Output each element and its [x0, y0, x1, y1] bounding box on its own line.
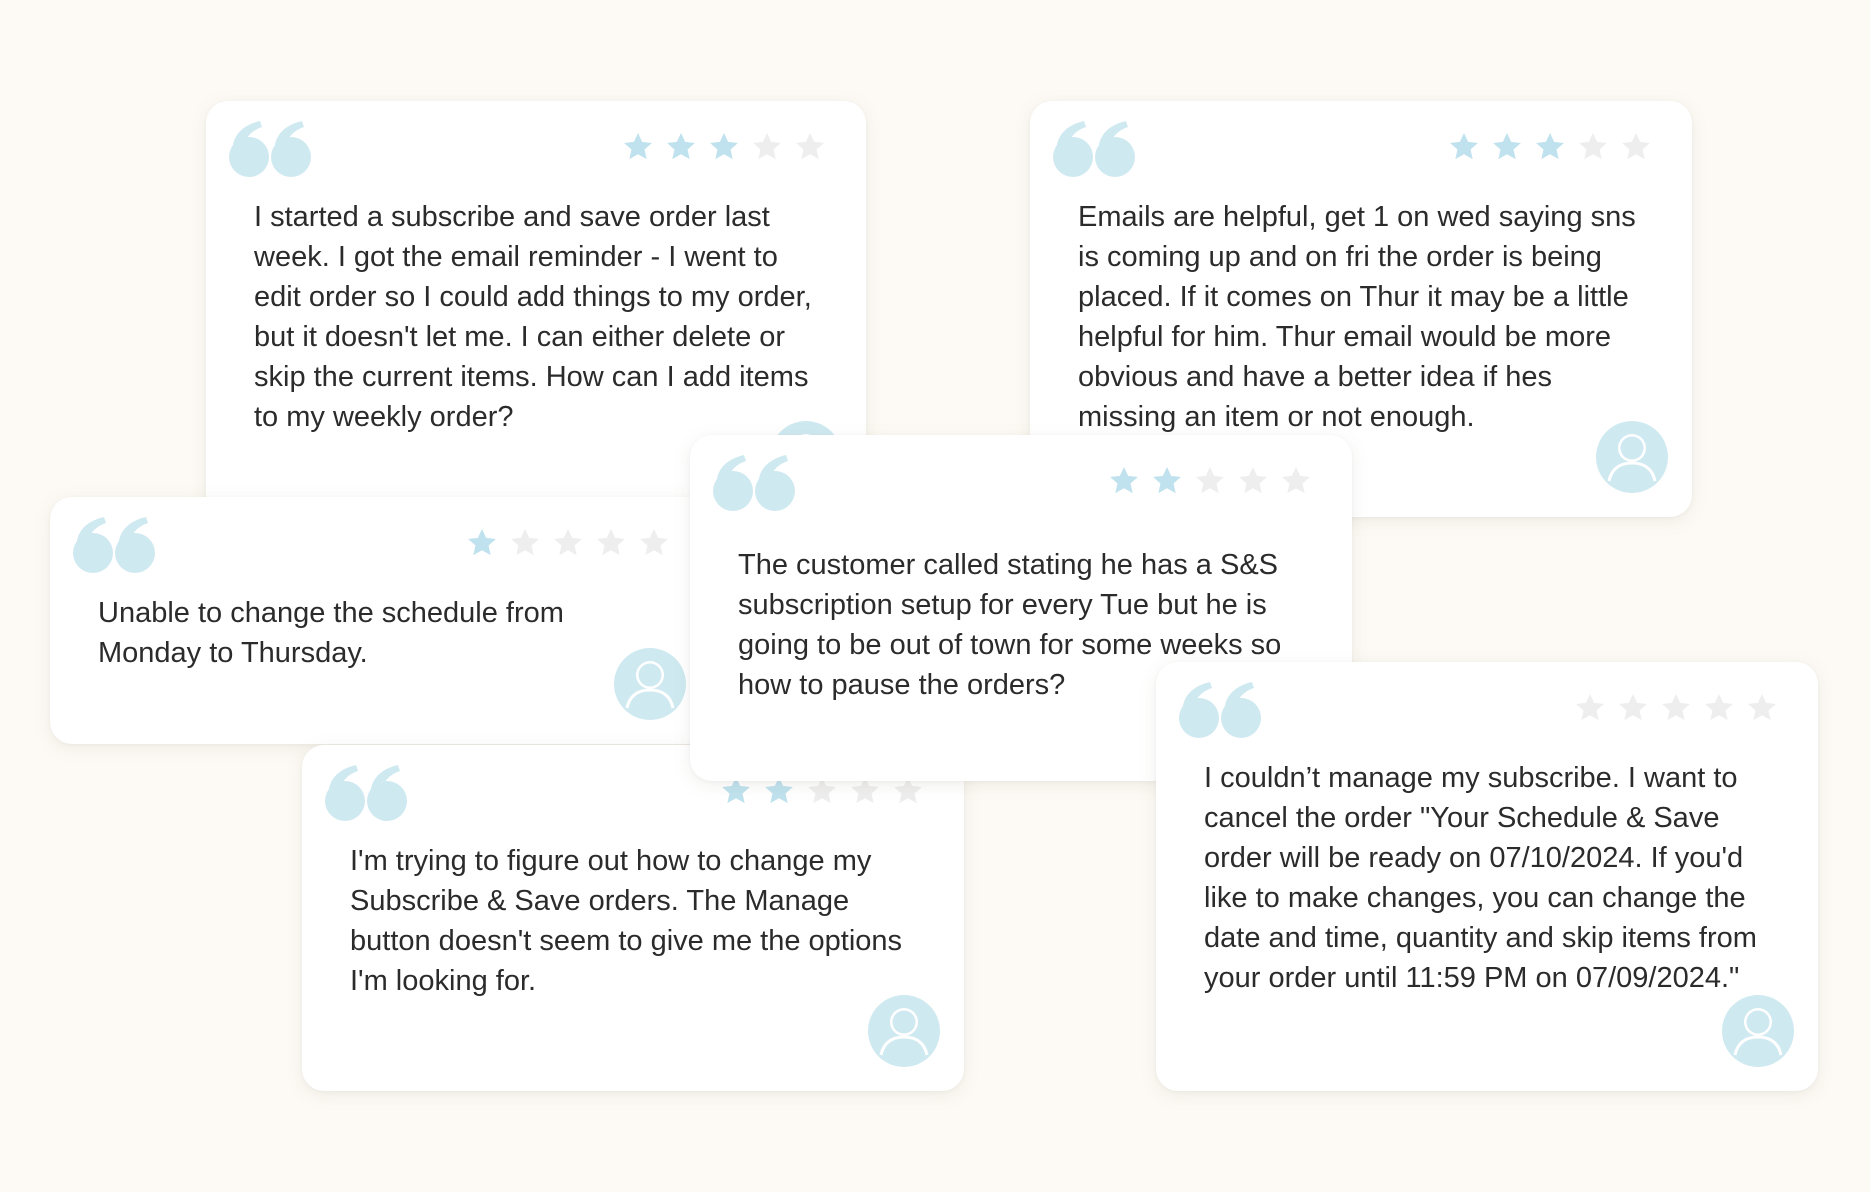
star-empty-icon [751, 131, 783, 163]
star-empty-icon [1746, 692, 1778, 724]
star-empty-icon [1194, 465, 1226, 497]
star-empty-icon [1703, 692, 1735, 724]
star-empty-icon [794, 131, 826, 163]
star-empty-icon [1574, 692, 1606, 724]
star-filled-icon [1491, 131, 1523, 163]
star-filled-icon [622, 131, 654, 163]
quote-icon [1052, 121, 1138, 179]
star-empty-icon [552, 527, 584, 559]
quote-icon [712, 455, 798, 513]
star-empty-icon [1280, 465, 1312, 497]
star-empty-icon [1577, 131, 1609, 163]
review-card [1156, 662, 1818, 1091]
star-filled-icon [1108, 465, 1140, 497]
star-rating [1448, 131, 1652, 163]
review-text: I'm trying to figure out how to change my Subscribe & Save orders. The Manage button doesn't seem to give me the options I'm looking for. [350, 845, 903, 997]
user-avatar-icon [614, 648, 686, 720]
star-filled-icon [665, 131, 697, 163]
user-avatar-icon [1596, 421, 1668, 493]
review-text: I started a subscribe and save order last week. I got the email reminder - I went to edit order so I could add things to my order, but it doesn't let me. I can either delete or skip the current items. How can I add items to my weekly order? [254, 201, 812, 433]
star-empty-icon [1620, 131, 1652, 163]
review-text: Emails are helpful, get 1 on wed saying sns is coming up and on fri the order is being placed. If it comes on Thur it may be a little helpful for him. Thur email would be more obvious and have a better idea if hes missing an item or not enough. [1078, 201, 1636, 433]
star-filled-icon [1151, 465, 1183, 497]
star-empty-icon [1660, 692, 1692, 724]
review-card [50, 497, 710, 744]
review-text: The customer called stating he has a S&S subscription setup for every Tue but he is going to be out of town for some weeks so how to pause the orders? [738, 549, 1282, 701]
quote-icon [72, 517, 158, 575]
star-rating [1574, 692, 1778, 724]
star-rating [622, 131, 826, 163]
star-empty-icon [1617, 692, 1649, 724]
user-avatar-icon [868, 995, 940, 1067]
quote-icon [228, 121, 314, 179]
star-empty-icon [638, 527, 670, 559]
star-filled-icon [1448, 131, 1480, 163]
user-avatar-icon [1722, 995, 1794, 1067]
star-filled-icon [466, 527, 498, 559]
star-rating [466, 527, 670, 559]
star-filled-icon [1534, 131, 1566, 163]
star-empty-icon [595, 527, 627, 559]
review-card [302, 745, 964, 1091]
star-empty-icon [509, 527, 541, 559]
star-empty-icon [1237, 465, 1269, 497]
quote-icon [324, 765, 410, 823]
quote-icon [1178, 682, 1264, 740]
star-rating [1108, 465, 1312, 497]
review-text: Unable to change the schedule from Monday to Thursday. [98, 597, 564, 669]
star-filled-icon [708, 131, 740, 163]
review-text: I couldn’t manage my subscribe. I want to cancel the order "Your Schedule & Save order will be ready on 07/10/2024. If you'd like to make changes, you can change the date and time, quantity and skip items from your order until 11:59 PM on 07/09/2024." [1204, 762, 1757, 994]
